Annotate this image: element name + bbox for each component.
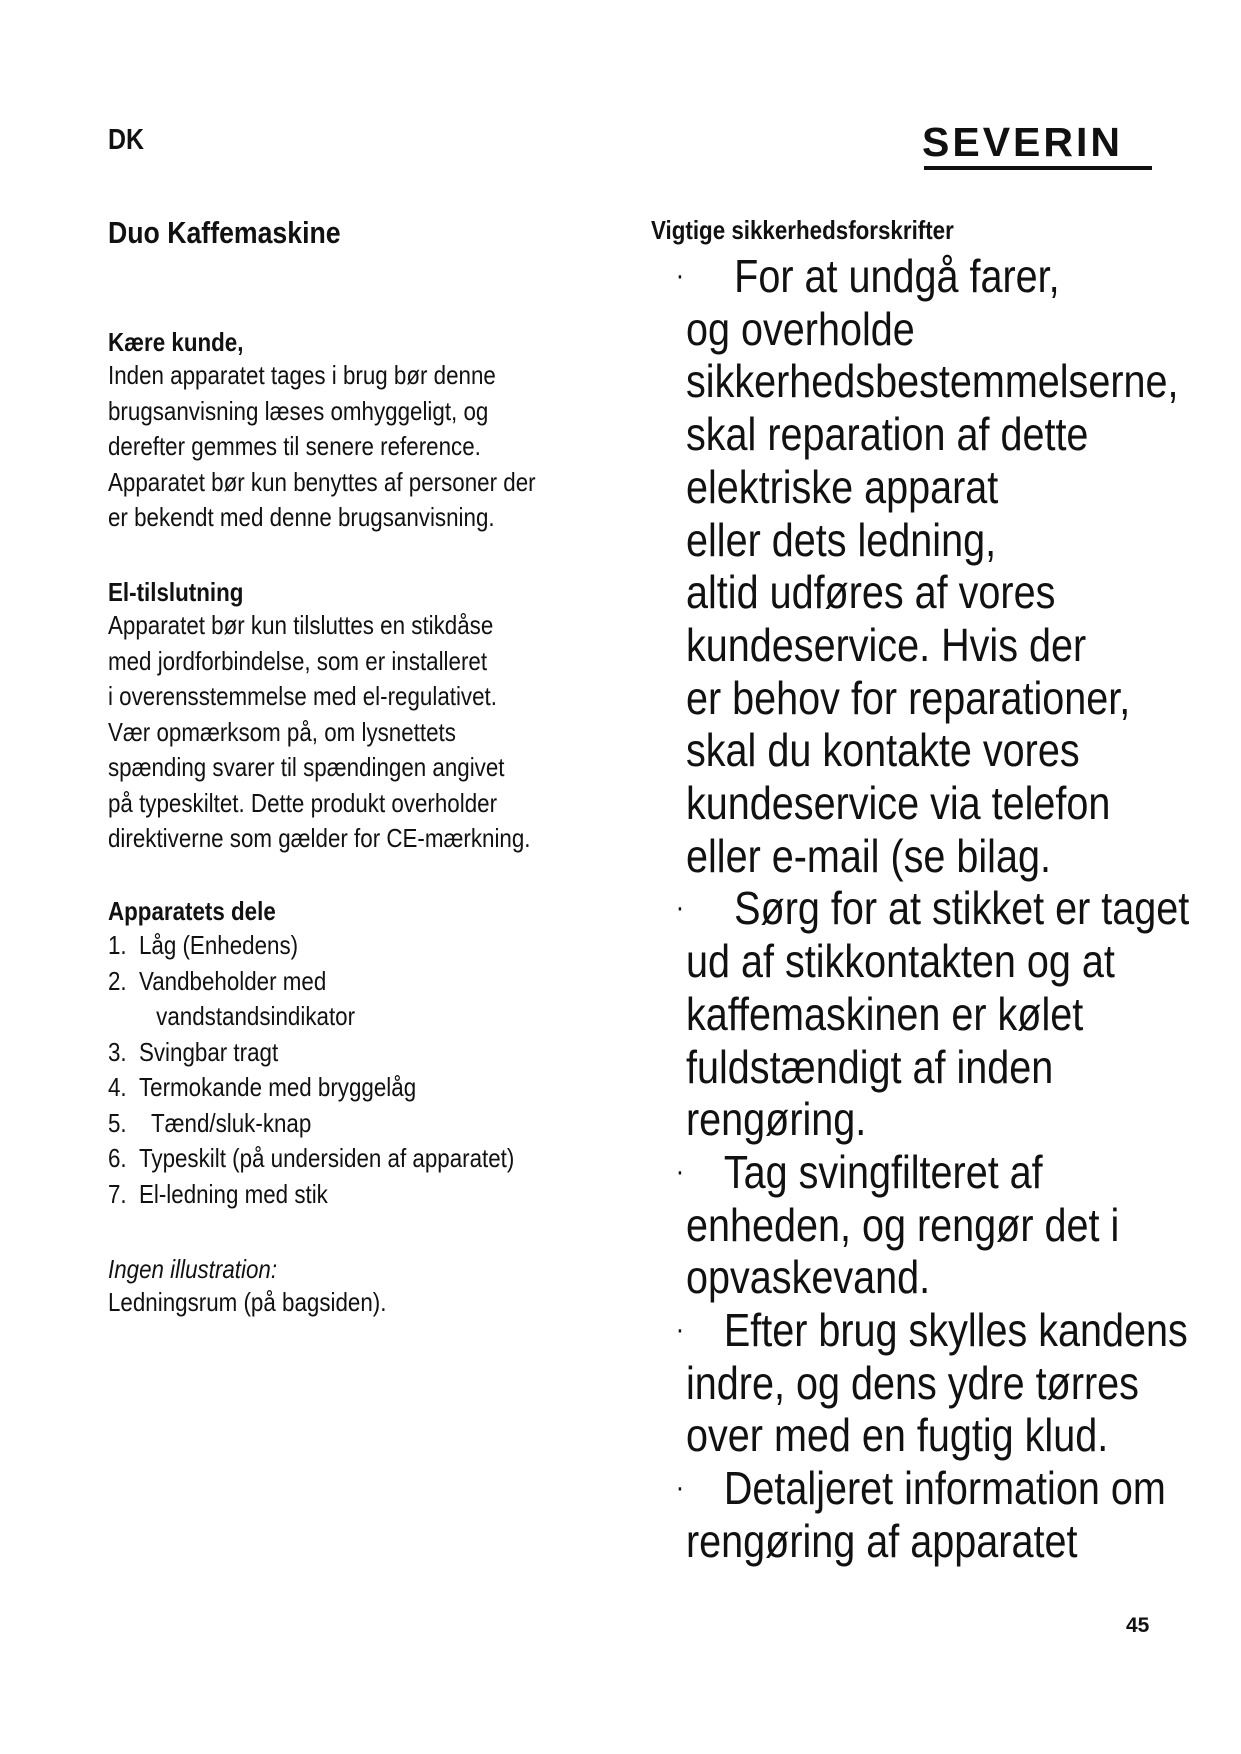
bullet-line: kaffemaskinen er kølet: [686, 987, 1084, 1040]
bullet-line: rengøring af apparatet: [686, 1514, 1078, 1567]
list-item: [675, 882, 1190, 935]
bullet-first-line: Detaljeret information om: [723, 1462, 1166, 1515]
electrical-heading: El-tilslutning: [108, 577, 244, 607]
safety-list: [675, 250, 1190, 1568]
intro-line: brugsanvisning læses omhyggeligt, og: [108, 395, 489, 426]
list-item: [675, 250, 1189, 303]
item-text: Typeskilt (på undersiden af apparatet): [138, 1143, 515, 1173]
list-item-continuation: vandstandsindikator: [156, 1001, 356, 1031]
no-illustration-label: Ingen illustration:: [108, 1254, 278, 1284]
electrical-line: direktiverne som gælder for CE-mærkning.: [108, 823, 531, 853]
bullet-line: altid udføres af vores: [686, 566, 1056, 619]
item-text: El-ledning med stik: [138, 1178, 328, 1209]
item-number: 7.: [108, 1178, 127, 1209]
list-item: [108, 1106, 514, 1142]
bullet-line: rengøring.: [686, 1093, 867, 1146]
no-illustration-text: Ledningsrum (på bagsiden).: [108, 1287, 387, 1317]
intro-line: Inden apparatet tages i brug bør denne: [108, 360, 496, 390]
list-item: [675, 1304, 1189, 1357]
bullet-line: er behov for reparationer,: [686, 671, 1131, 724]
bullet-line: eller dets ledning,: [686, 513, 997, 566]
bullet-first-line: Efter brug skylles kandens: [723, 1304, 1188, 1357]
electrical-line: på typeskiltet. Dette produkt overholder: [108, 787, 498, 818]
bullet-dot: ·: [675, 891, 685, 925]
bullet-line: eller e-mail (se bilag.: [686, 829, 1051, 882]
intro-paragraph: [108, 358, 536, 536]
bullet-dot: ·: [675, 1154, 685, 1188]
item-number: 1.: [108, 930, 127, 960]
bullet-first-line: Tag svingfilteret af: [723, 1145, 1043, 1198]
brand-wordmark: SEVERIN: [922, 119, 1123, 165]
item-number: 3.: [108, 1036, 127, 1067]
bullet-line: fuldstændigt af inden: [686, 1040, 1054, 1093]
item-number: 5.: [108, 1107, 127, 1138]
list-item: [108, 1177, 514, 1213]
list-item: [675, 1462, 1189, 1515]
item-number: 2.: [108, 965, 127, 996]
list-item: [108, 928, 514, 964]
bullet-line: opvaskevand.: [686, 1251, 931, 1304]
item-text: Tænd/sluk-knap: [138, 1107, 312, 1138]
bullet-line: indre, og dens ydre tørres: [686, 1356, 1139, 1409]
bullet-line: ud af stikkontakten og at: [686, 935, 1115, 988]
bullet-dot: ·: [675, 259, 685, 292]
bullet-line: elektriske apparat: [686, 460, 999, 513]
item-number: 6.: [108, 1143, 127, 1173]
intro-line: er bekendt med denne brugsanvisning.: [108, 502, 495, 532]
bullet-line: over med en fugtig klud.: [686, 1409, 1109, 1462]
list-item: [108, 964, 514, 1000]
bullet-line: enheden, og rengør det i: [686, 1198, 1120, 1251]
bullet-line: skal reparation af dette: [686, 408, 1089, 461]
bullet-first-line: For at undgå farer,: [734, 250, 1060, 302]
bullet-line: kundeservice via telefon: [686, 777, 1111, 830]
bullet-line: sikkerhedsbestemmelserne,: [686, 355, 1179, 408]
page-number: 45: [1126, 1614, 1150, 1637]
item-text: Svingbar tragt: [138, 1036, 279, 1067]
bullet-first-line: Sørg for at stikket er taget: [734, 882, 1190, 935]
parts-list: [108, 928, 514, 1212]
list-item: [108, 1141, 514, 1177]
parts-heading: Apparatets dele: [108, 896, 276, 926]
bullet-line: og overholde: [686, 302, 915, 355]
language-code: DK: [108, 124, 145, 156]
product-title: Duo Kaffemaskine: [108, 215, 341, 250]
bullet-line: skal du kontakte vores: [686, 724, 1080, 777]
intro-line: Apparatet bør kun benyttes af personer der: [108, 466, 536, 497]
intro-line: derefter gemmes til senere reference.: [108, 431, 481, 461]
item-text: Termokande med bryggelåg: [138, 1072, 417, 1102]
electrical-line: Apparatet bør kun tilsluttes en stikdåse: [108, 610, 494, 640]
electrical-line: spænding svarer til spændingen angivet: [108, 752, 505, 782]
electrical-line: i overensstemmelse med el-regulativet.: [108, 681, 497, 711]
greeting-heading: Kære kunde,: [108, 327, 244, 357]
safety-heading: Vigtige sikkerhedsforskrifter: [651, 215, 954, 245]
electrical-line: med jordforbindelse, som er installeret: [108, 645, 488, 676]
list-item: [675, 1145, 1189, 1199]
severin-logo: [922, 119, 1154, 172]
electrical-paragraph: [108, 608, 531, 857]
list-item: [108, 1035, 514, 1071]
logo-underline: [924, 166, 1152, 170]
item-number: 4.: [108, 1072, 127, 1102]
item-text: Låg (Enhedens): [138, 930, 299, 960]
bullet-dot: ·: [675, 1313, 685, 1347]
list-item: [108, 1070, 514, 1106]
item-text: Vandbeholder med: [138, 965, 327, 996]
bullet-line: kundeservice. Hvis der: [686, 618, 1087, 671]
electrical-line: Vær opmærksom på, om lysnettets: [108, 716, 456, 747]
bullet-dot: ·: [675, 1471, 685, 1505]
